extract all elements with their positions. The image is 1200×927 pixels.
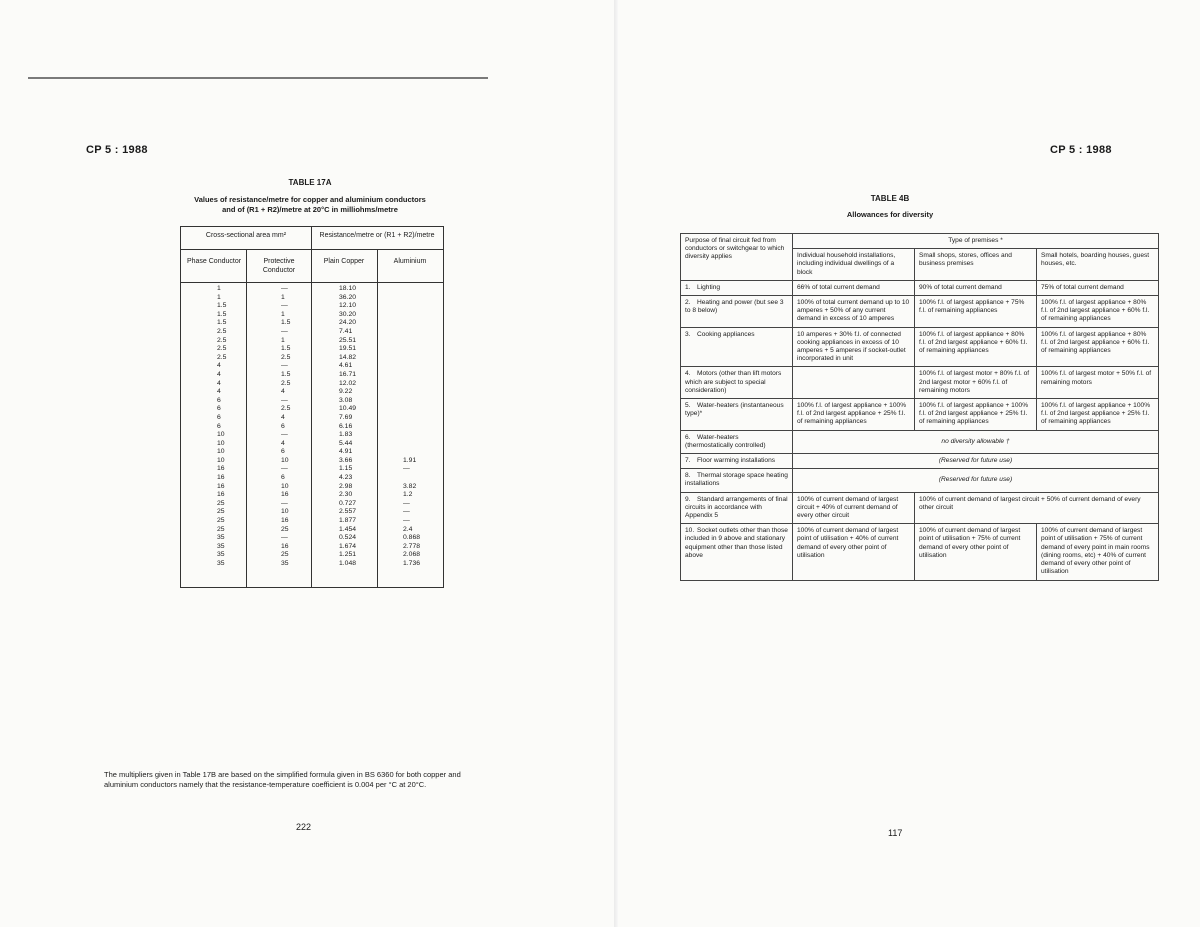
table-cell: 16	[217, 474, 225, 482]
table-cell	[403, 345, 420, 354]
table-cell: 4.23	[339, 474, 353, 482]
table-row	[681, 524, 1159, 580]
purpose-text: Heating and power (but see 3 to 8 below)	[685, 299, 784, 315]
table-17a-title: TABLE 17A	[288, 178, 332, 187]
table-cell: 1.5	[217, 319, 227, 327]
table-cell: 4	[281, 413, 285, 421]
table-cell: 1.048	[339, 560, 357, 567]
table-cell: —	[281, 465, 288, 473]
table-cell: 2.778	[403, 542, 421, 550]
table-cell	[403, 362, 420, 371]
table-cell: 2.5	[217, 327, 227, 335]
table-cell: 4	[281, 388, 285, 396]
table-cell: 35	[217, 534, 225, 542]
left-page-header: CP 5 : 1988	[86, 144, 148, 156]
row-number: 4.	[685, 370, 691, 378]
table-cell: 7.41	[339, 327, 353, 335]
purpose-text: Socket outlets other than those included in 9 above and stationary equipment other than those listed above	[685, 527, 788, 559]
table-cell: 66% of total current demand	[793, 280, 915, 295]
table-cell: 4	[217, 388, 221, 396]
table-cell: 19.51	[339, 345, 357, 353]
purpose-text: Water-heaters (instantaneous type)*	[685, 402, 784, 418]
table-cell	[403, 405, 420, 414]
table-cell: 100% of current demand of largest circuit + 50% of current demand of every other circuit	[915, 492, 1159, 524]
table-cell: 18.10	[339, 285, 357, 292]
table-17a-caption-line2: and of (R1 + R2)/metre at 20°C in milliohms/metre	[222, 205, 398, 214]
purpose-cell	[681, 492, 793, 524]
header-aluminium: Aluminium	[393, 258, 427, 265]
table-cell: 35	[217, 560, 225, 567]
left-page-number: 222	[296, 822, 312, 832]
table-cell: 5.44	[339, 439, 353, 447]
table-cell: 100% of current demand of largest point of utilisation + 40% of current demand of every other point of utilisation	[793, 524, 915, 580]
row-number: 1.	[685, 283, 691, 291]
table-cell: 4	[217, 379, 221, 387]
purpose-text: Water-heaters (thermostatically controlled)	[685, 433, 766, 449]
row-number: 8.	[685, 472, 691, 480]
row-number: 9.	[685, 495, 691, 503]
table-cell: 12.10	[339, 302, 357, 310]
row-number: 2.	[685, 299, 691, 307]
table-row	[681, 430, 1159, 453]
purpose-text: Motors (other than lift motors which are subject to special consideration)	[685, 370, 782, 394]
table-cell: 10	[217, 456, 225, 464]
table-row	[681, 296, 1159, 328]
table-cell: —	[281, 285, 288, 292]
table-cell: 100% f.l. of largest appliance + 75% f.l. of remaining appliances	[915, 296, 1037, 328]
table-cell: 16	[281, 517, 289, 525]
purpose-cell	[681, 280, 793, 295]
header-household: Individual household installations, including individual dwellings of a block	[793, 249, 915, 281]
table-cell: 24.20	[339, 319, 357, 327]
table-cell	[403, 319, 420, 328]
table-cell: 1.15	[339, 465, 353, 473]
footnote-line1: The multipliers given in Table 17B are based on the simplified formula given in BS 6360 for both copper and	[104, 770, 461, 779]
table-row	[681, 492, 1159, 524]
table-cell: 100% f.l. of largest motor + 50% f.l. of remaining motors	[1037, 367, 1159, 399]
table-17a-caption-line1: Values of resistance/metre for copper and aluminium conductors	[194, 195, 426, 204]
purpose-cell	[681, 469, 793, 492]
table-cell: 3.66	[339, 456, 353, 464]
purpose-cell	[681, 367, 793, 399]
row-number: 10.	[685, 527, 695, 535]
table-cell: 10	[217, 448, 225, 456]
table-cell: 100% f.l. of largest appliance + 100% f.l. of 2nd largest appliance + 25% f.l. of remaining appliances	[915, 399, 1037, 431]
row-number: 6.	[685, 433, 691, 441]
table-cell: 2.557	[339, 508, 357, 516]
column-divider	[246, 250, 247, 587]
table-cell: 14.82	[339, 353, 357, 361]
table-cell: 100% of current demand of largest point of utilisation + 75% of current demand of every point in main rooms (dining rooms, etc) + 40% of current demand of every other point of utilisation	[1037, 524, 1159, 580]
purpose-cell	[681, 327, 793, 367]
table-cell: 10	[281, 508, 289, 516]
table-cell: 3.82	[403, 482, 417, 490]
table-cell	[403, 414, 420, 423]
table-cell: 6.16	[339, 422, 353, 430]
table-cell: 100% f.l. of largest motor + 80% f.l. of 2nd largest motor + 60% f.l. of remaining motors	[915, 367, 1037, 399]
table-17a	[180, 226, 444, 588]
header-plain-copper: Plain Copper	[323, 258, 365, 265]
header-phase: Phase Conductor	[186, 258, 242, 265]
table-cell: 6	[281, 422, 285, 430]
table-cell: 3.08	[339, 396, 353, 404]
column-divider	[311, 227, 312, 587]
table-cell: 0.727	[339, 499, 357, 507]
purpose-text: Lighting	[697, 283, 721, 291]
row-number: 3.	[685, 330, 691, 338]
table-cell: 1.454	[339, 525, 357, 533]
table-cell: 1.5	[281, 370, 291, 378]
table-4b-title: TABLE 4B	[870, 194, 910, 203]
table-cell	[403, 294, 420, 303]
table-cell: 1.5	[217, 302, 227, 310]
table-cell: 100% f.l. of largest appliance + 100% f.l. of 2nd largest appliance + 25% f.l. of remaining appliances	[793, 399, 915, 431]
table-cell: 2.4	[403, 525, 413, 533]
purpose-text: Thermal storage space heating installations	[685, 472, 788, 488]
spanning-cell: no diversity allowable †	[793, 430, 1159, 453]
table-cell: 100% f.l. of largest appliance + 100% f.l. of 2nd largest appliance + 25% f.l. of remaining appliances	[1037, 399, 1159, 431]
table-cell: —	[281, 362, 288, 370]
table-cell: 7.69	[339, 413, 353, 421]
table-cell	[403, 302, 420, 311]
table-cell: —	[281, 431, 288, 439]
table-cell: 2.30	[339, 491, 353, 499]
table-cell: 10.49	[339, 405, 357, 413]
table-cell: 1	[281, 293, 285, 301]
table-cell: 6	[281, 474, 285, 482]
table-cell: —	[281, 396, 288, 404]
table-cell: 2.5	[281, 405, 291, 413]
aluminium-column	[403, 285, 420, 569]
table-cell	[403, 328, 420, 337]
purpose-cell	[681, 524, 793, 580]
table-cell: 100% of current demand of largest circuit + 40% of current demand of every other circuit	[793, 492, 915, 524]
phase-column	[217, 285, 226, 569]
table-cell	[403, 354, 420, 363]
header-purpose: Purpose of final circuit fed from conductors or switchgear to which diversity applies	[681, 234, 793, 281]
table-cell: 2.5	[281, 379, 291, 387]
table-cell: —	[403, 499, 410, 507]
table-cell: 25	[281, 551, 289, 559]
table-cell: 25	[281, 525, 289, 533]
header-hotels: Small hotels, boarding houses, guest houses, etc.	[1037, 249, 1159, 281]
table-cell: 6	[281, 448, 285, 456]
table-cell	[403, 311, 420, 320]
table-4b-caption: Allowances for diversity	[846, 210, 934, 219]
plain-copper-column	[339, 285, 356, 569]
table-row	[681, 327, 1159, 367]
table-cell: 1.674	[339, 542, 357, 550]
spanning-cell: (Reserved for future use)	[793, 454, 1159, 469]
table-cell: 1.736	[403, 560, 421, 567]
table-cell: 0.524	[339, 534, 357, 542]
table-cell: 30.20	[339, 310, 357, 318]
table-cell: 2.5	[281, 353, 291, 361]
table-cell: 12.02	[339, 379, 357, 387]
table-cell: 2.5	[217, 345, 227, 353]
table-cell	[403, 380, 420, 389]
table-cell: 25	[217, 499, 225, 507]
purpose-text: Floor warming installations	[697, 457, 776, 465]
table-cell: 1.91	[403, 456, 417, 464]
table-cell: 4.61	[339, 362, 353, 370]
table-cell	[403, 337, 420, 346]
table-cell: 1	[281, 336, 285, 344]
table-cell: 25	[217, 508, 225, 516]
row-number: 5.	[685, 402, 691, 410]
table-cell: 6	[217, 422, 221, 430]
table-header-row	[181, 250, 443, 283]
table-cell	[403, 423, 420, 432]
purpose-cell	[681, 454, 793, 469]
table-cell: 4.91	[339, 448, 353, 456]
table-cell: —	[403, 517, 410, 525]
right-page-number: 117	[888, 828, 903, 838]
footnote-line2: aluminium conductors namely that the resistance-temperature coefficient is 0.004 per °C at 20°C.	[104, 780, 427, 789]
table-cell	[403, 397, 420, 406]
right-page-header: CP 5 : 1988	[1050, 144, 1112, 156]
table-cell: 100% of current demand of largest point of utilisation + 75% of current demand of every other point of utilisation	[915, 524, 1037, 580]
table-cell: 75% of total current demand	[1037, 280, 1159, 295]
table-cell: 90% of total current demand	[915, 280, 1037, 295]
table-cell: —	[403, 465, 410, 473]
table-cell: 1.83	[339, 431, 353, 439]
spanning-cell: (Reserved for future use)	[793, 469, 1159, 492]
table-cell	[403, 388, 420, 397]
table-cell: 100% of total current demand up to 10 amperes + 50% of any current demand in excess of 10 amperes	[793, 296, 915, 328]
table-cell: 6	[217, 396, 221, 404]
table-cell: 2.98	[339, 482, 353, 490]
table-cell: 2.5	[217, 353, 227, 361]
table-cell: 10	[281, 482, 289, 490]
table-header-row	[681, 234, 1159, 249]
table-cell: 25.51	[339, 336, 357, 344]
table-cell: 16	[281, 542, 289, 550]
page-edge-line	[28, 77, 488, 79]
table-cell	[403, 448, 420, 457]
header-protective: Protective Conductor	[262, 258, 296, 274]
table-cell: 25	[217, 525, 225, 533]
table-cell: 2.068	[403, 551, 421, 559]
table-cell: 1	[281, 310, 285, 318]
table-cell: 0.868	[403, 534, 421, 542]
table-row	[681, 399, 1159, 431]
table-cell: 1	[217, 285, 221, 292]
column-divider	[377, 250, 378, 587]
table-cell: 1.5	[281, 345, 291, 353]
table-cell: 10 amperes + 30% f.l. of connected cooking appliances in excess of 10 amperes + 5 amperes if socket-outlet incorporated in unit	[793, 327, 915, 367]
purpose-cell	[681, 430, 793, 453]
table-cell: 35	[281, 560, 289, 567]
table-cell: 16	[217, 491, 225, 499]
table-cell: 16	[217, 482, 225, 490]
table-cell	[403, 371, 420, 380]
table-cell: 1	[217, 293, 221, 301]
table-cell	[403, 285, 420, 294]
table-cell: 25	[217, 517, 225, 525]
table-cell: 6	[217, 405, 221, 413]
purpose-text: Standard arrangements of final circuits in accordance with Appendix 5	[685, 495, 788, 520]
protective-column	[281, 285, 290, 569]
table-cell: 1.251	[339, 551, 357, 559]
table-cell: 9.22	[339, 388, 353, 396]
table-cell: —	[281, 327, 288, 335]
purpose-cell	[681, 399, 793, 431]
table-cell: 10	[217, 439, 225, 447]
table-cell: 100% f.l. of largest appliance + 80% f.l. of 2nd largest appliance + 60% f.l. of remaining appliances	[1037, 296, 1159, 328]
purpose-text: Cooking appliances	[697, 330, 755, 338]
table-cell: 1.2	[403, 491, 413, 499]
table-cell: 6	[217, 413, 221, 421]
table-cell: 16	[281, 491, 289, 499]
row-number: 7.	[685, 457, 691, 465]
header-resistance: Resistance/metre or (R1 + R2)/metre	[319, 232, 435, 239]
table-cell: 2.5	[217, 336, 227, 344]
table-cell: 4	[217, 370, 221, 378]
table-row	[681, 367, 1159, 399]
table-cell: 4	[217, 362, 221, 370]
purpose-cell	[681, 296, 793, 328]
table-cell: 100% f.l. of largest appliance + 80% f.l. of 2nd largest appliance + 60% f.l. of remaining appliances	[1037, 327, 1159, 367]
table-cell: 35	[217, 551, 225, 559]
table-cell: 1.5	[217, 310, 227, 318]
header-shops: Small shops, stores, offices and business premises	[915, 249, 1037, 281]
table-cell: 10	[281, 456, 289, 464]
table-row	[681, 280, 1159, 295]
table-cell: 1.877	[339, 517, 357, 525]
table-cell	[403, 431, 420, 440]
header-cross-section: Cross-sectional area mm²	[205, 232, 287, 239]
table-cell: 36.20	[339, 293, 357, 301]
table-row	[681, 454, 1159, 469]
table-cell: —	[403, 508, 410, 516]
header-type-of-premises: Type of premises *	[793, 234, 1159, 249]
table-cell: —	[281, 499, 288, 507]
table-cell: 4	[281, 439, 285, 447]
table-cell: 100% f.l. of largest appliance + 80% f.l. of 2nd largest appliance + 60% f.l. of remaining appliances	[915, 327, 1037, 367]
table-cell: 10	[217, 431, 225, 439]
table-row	[681, 469, 1159, 492]
table-cell: —	[281, 302, 288, 310]
table-cell: 16.71	[339, 370, 357, 378]
table-cell: —	[281, 534, 288, 542]
table-cell: 35	[217, 542, 225, 550]
table-cell	[403, 440, 420, 449]
table-4b	[680, 233, 1159, 581]
table-cell	[793, 367, 915, 399]
table-cell: 16	[217, 465, 225, 473]
table-cell: 1.5	[281, 319, 291, 327]
table-cell	[403, 474, 420, 483]
